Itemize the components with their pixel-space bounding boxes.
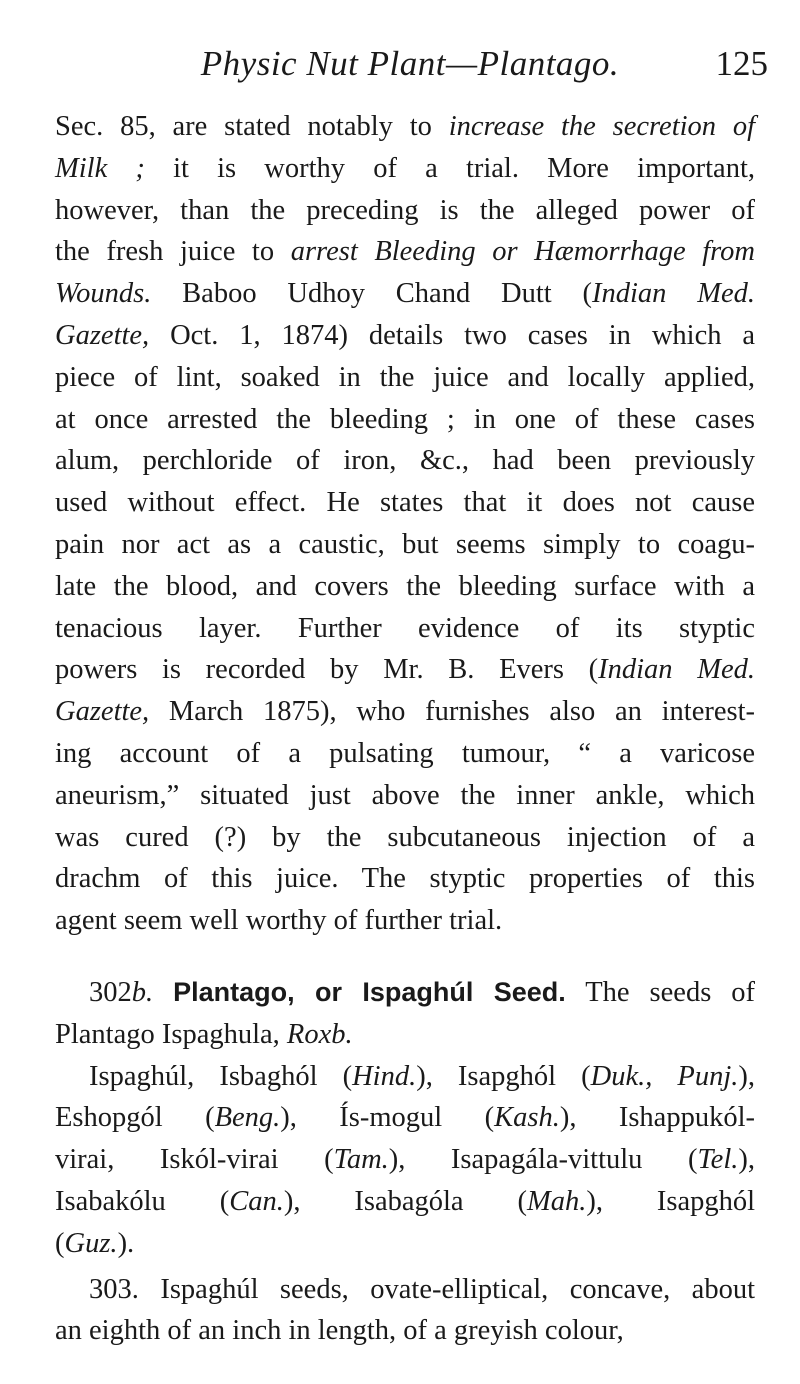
page-header [0, 44, 800, 104]
text-run: Guz. [64, 1227, 118, 1259]
section-heading-rest: The seeds of [565, 976, 756, 1008]
text-line [55, 524, 755, 566]
text-run: however, than the preceding is the alleged power of [55, 194, 755, 226]
text-run: alum, perchloride of iron, &c., had been previously [55, 445, 755, 477]
text-line [55, 649, 755, 691]
section-302b [55, 972, 755, 1056]
section-heading-line [55, 972, 755, 1014]
text-line [55, 858, 755, 900]
text-line [55, 1181, 755, 1223]
text-line [55, 900, 755, 942]
text-run: Wounds. [55, 278, 152, 310]
text-run: ), Isapagála-vittulu ( [388, 1144, 698, 1176]
text-line [55, 566, 755, 608]
running-title: Physic Nut Plant—Plantago. [200, 44, 620, 83]
text-run: Indian Med. [598, 654, 755, 686]
text-run: late the blood, and covers the bleeding surface with a [55, 570, 755, 602]
text-line [55, 1269, 755, 1311]
text-run: Baboo Udhoy Chand Dutt ( [151, 278, 592, 310]
text-run: Tel. [697, 1144, 739, 1176]
text-run: Ispaghúl, Isbaghól ( [89, 1060, 353, 1092]
text-line [55, 357, 755, 399]
text-run: ing account of a pulsating tumour, “ a varicose [55, 737, 755, 769]
text-line [55, 482, 755, 524]
text-run: Gazette, [55, 319, 150, 351]
text-run: Sec. 85, are stated notably to [55, 111, 449, 142]
text-run: was cured (?) by the subcutaneous injection of a [55, 821, 755, 853]
text-run: used without effect. He states that it does not cause [55, 487, 755, 519]
body-text [55, 106, 755, 1352]
text-line [55, 190, 755, 232]
text-run: tenacious layer. Further evidence of its styptic [55, 612, 755, 644]
text-run: Isabakólu ( [55, 1185, 230, 1217]
text-line [55, 608, 755, 650]
section-number: 302 [89, 976, 132, 1008]
text-run: the fresh juice to [55, 236, 291, 268]
text-run: virai, Iskól-virai ( [55, 1144, 334, 1176]
text-line [55, 440, 755, 482]
section-number-suffix: b. [131, 976, 154, 1008]
text-run: Duk., Punj. [590, 1060, 739, 1092]
text-run: ), Isapghól ( [416, 1060, 591, 1092]
text-run: Mah. [526, 1185, 587, 1217]
vernacular-names [55, 1056, 755, 1265]
text-run: ), Ishappukól- [559, 1102, 755, 1134]
text-run: agent seem well worthy of further trial. [55, 905, 503, 937]
text-line [55, 775, 755, 817]
text-run: Beng. [214, 1102, 281, 1134]
section-heading: Plantago, or Ispaghúl Seed. [173, 976, 566, 1007]
text-run: Gazette, [55, 696, 150, 728]
paragraph-continuation [55, 106, 755, 942]
text-run: ), Isabagóla ( [283, 1185, 527, 1217]
text-run: it is worthy of a trial. More important, [144, 152, 756, 184]
text-run: piece of lint, soaked in the juice and locally applied, [55, 361, 755, 393]
paragraph-303 [55, 1269, 755, 1353]
text-line [55, 1139, 755, 1181]
text-run: ), [738, 1060, 755, 1092]
text-line [55, 315, 755, 357]
botanical-name: Plantago Ispaghula, [55, 1018, 287, 1050]
text-run: at once arrested the bleeding ; in one of these cases [55, 403, 755, 435]
text-run: Hind. [352, 1060, 417, 1092]
text-line [55, 1310, 755, 1352]
text-line [55, 273, 755, 315]
section-botanical-line [55, 1014, 755, 1056]
text-run: increase the secretion of [448, 111, 756, 142]
text-line [89, 1056, 755, 1098]
text-run: March 1875), who furnishes also an interest- [149, 696, 755, 728]
text-run: drachm of this juice. The styptic properties of this [55, 863, 755, 895]
botanical-authority: Roxb. [286, 1018, 353, 1050]
text-line [55, 148, 755, 190]
text-run: Kash. [494, 1102, 560, 1134]
text-run: ), Ís-mogul ( [280, 1102, 495, 1134]
text-run: arrest Bleeding or Hæmorrhage from [290, 236, 755, 268]
text-run: ( [55, 1227, 65, 1259]
text-run: Can. [229, 1185, 284, 1217]
text-line [55, 691, 755, 733]
text-run: Eshopgól ( [55, 1102, 215, 1134]
text-line [55, 106, 755, 148]
text-run: ). [117, 1227, 135, 1259]
page-number: 125 [715, 44, 768, 83]
text-line [55, 231, 755, 273]
text-line [55, 1097, 755, 1139]
text-run: ), [738, 1144, 756, 1176]
text-run: pain nor act as a caustic, but seems simply to coagu- [55, 528, 755, 560]
text-run: powers is recorded by Mr. B. Evers ( [55, 654, 599, 686]
text-run: aneurism,” situated just above the inner ankle, which [55, 779, 755, 811]
text-line [55, 733, 755, 775]
text-run: Milk ; [55, 152, 145, 184]
text-run: an eighth of an inch in length, of a greyish colour, [55, 1315, 624, 1347]
text-run: Tam. [333, 1144, 389, 1176]
text-line [55, 399, 755, 441]
text-run: Indian Med. [592, 278, 755, 310]
text-line [55, 1223, 755, 1265]
text-run: Oct. 1, 1874) details two cases in which a [149, 319, 755, 351]
text-run: ), Isapghól [586, 1185, 756, 1217]
text-run: 303. Ispaghúl seeds, ovate-elliptical, concave, about [89, 1273, 755, 1305]
text-line [55, 817, 755, 859]
